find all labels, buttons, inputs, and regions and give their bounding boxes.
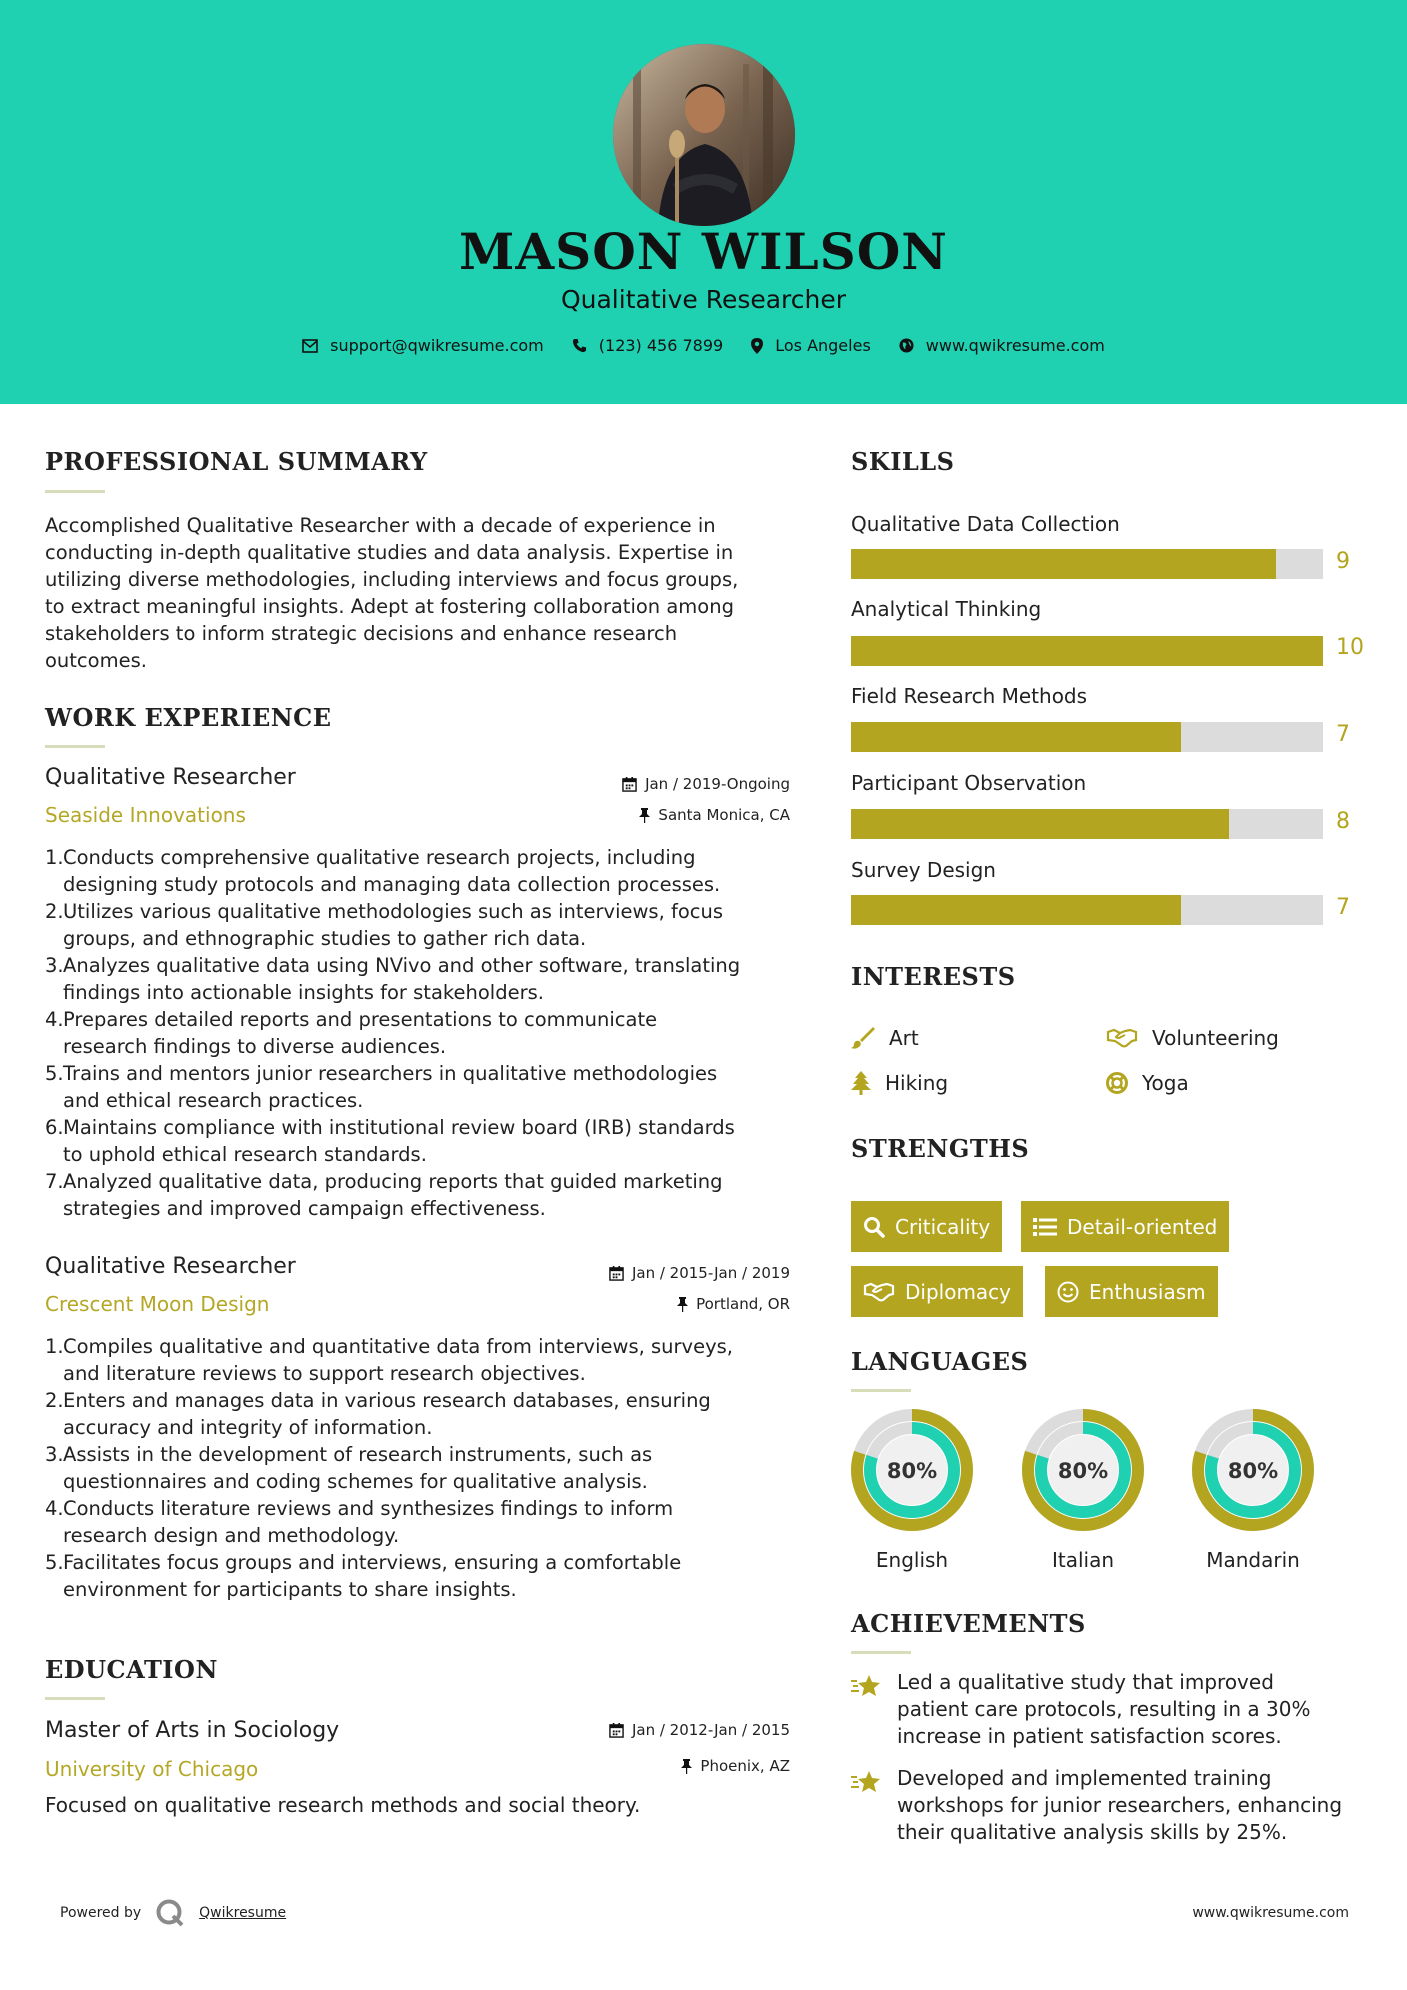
bullet-line: accuracy and integrity of information. [63, 1416, 433, 1439]
skill-bar-fill [851, 549, 1276, 579]
degree-title: Master of Arts in Sociology [45, 1718, 340, 1743]
footer-powered-by [60, 1898, 286, 1928]
bullet-line: and ethical research practices. [63, 1089, 364, 1112]
bullet-item: 5. Facilitates focus groups and interviews, ensuring a comfortable environment for participants to share insights. [45, 1551, 682, 1601]
summary-text [45, 512, 805, 674]
strength-label: Enthusiasm [1089, 1279, 1206, 1304]
summary-underline [45, 490, 105, 493]
languages-heading: LANGUAGES [851, 1347, 1029, 1376]
bullet-line: strategies and improved campaign effectiveness. [63, 1197, 546, 1220]
bullet-line: and literature reviews to support research objectives. [63, 1362, 586, 1385]
job-title: Qualitative Researcher [45, 765, 296, 790]
bullet-item: 2. Utilizes various qualitative methodologies such as interviews, focus groups, and ethnographic studies to gather rich data. [45, 900, 724, 950]
interest-label: Yoga [1142, 1071, 1189, 1095]
bullet-line: Facilitates focus groups and interviews, ensuring a comfortable [63, 1551, 682, 1574]
achievements-heading: ACHIEVEMENTS [851, 1609, 1086, 1638]
education-place [681, 1757, 790, 1775]
bullet-line: findings into actionable insights for stakeholders. [63, 981, 544, 1004]
education-dates-text: Jan / 2012-Jan / 2015 [631, 1721, 790, 1739]
summary-line: stakeholders to inform strategic decisions and enhance research [45, 622, 678, 645]
job-dates-text: Jan / 2019-Ongoing [645, 775, 790, 793]
bullet-line: Conducts comprehensive qualitative research projects, including [63, 846, 696, 869]
bullet-line: designing study protocols and managing data collection processes. [63, 873, 721, 896]
bullet-line: Prepares detailed reports and presentations to communicate [63, 1008, 658, 1031]
summary-line: outcomes. [45, 649, 147, 672]
pushpin-icon [639, 808, 650, 823]
profile-photo [613, 44, 795, 226]
bullet-item: 3. Assists in the development of research instruments, such as questionnaires and coding schemes for qualitative analysis. [45, 1443, 653, 1493]
star-achievement-icon [851, 1769, 883, 1795]
skill-bar-fill [851, 809, 1229, 839]
language-name: Mandarin [1206, 1548, 1300, 1572]
summary-line: to extract meaningful insights. Adept at fostering collaboration among [45, 595, 734, 618]
language-percent: 80% [1227, 1459, 1279, 1483]
achievement-item [851, 1765, 1371, 1846]
education-dates [609, 1721, 790, 1739]
interest-item [851, 1071, 948, 1095]
skill-bar-fill [851, 722, 1181, 752]
achievement-item [851, 1669, 1371, 1750]
bullet-line: Compiles qualitative and quantitative data from interviews, surveys, [63, 1335, 733, 1358]
bullet-line: Analyzes qualitative data using NVivo and other software, translating [63, 954, 741, 977]
calendar-icon [622, 777, 637, 792]
lifebuoy-icon [1106, 1072, 1128, 1094]
language-ring [1191, 1408, 1315, 1532]
contact-website[interactable] [899, 336, 1105, 355]
contact-email[interactable] [302, 336, 544, 355]
skill-value: 7 [1336, 722, 1350, 747]
job-dates-text: Jan / 2015-Jan / 2019 [631, 1264, 790, 1282]
contact-location [751, 336, 871, 355]
handshake-icon [1106, 1028, 1138, 1048]
skill-bar [851, 722, 1323, 752]
summary-line: utilizing diverse methodologies, including interviews and focus groups, [45, 568, 739, 591]
bullet-line: research findings to diverse audiences. [63, 1035, 447, 1058]
strengths-heading: STRENGTHS [851, 1134, 1030, 1163]
school-name: University of Chicago [45, 1757, 259, 1781]
phone-text: (123) 456 7899 [598, 336, 724, 355]
job-place-text: Santa Monica, CA [658, 806, 790, 824]
skill-label: Participant Observation [851, 771, 1087, 795]
bullet-line: environment for participants to share insights. [63, 1578, 517, 1601]
language-name: English [875, 1548, 949, 1572]
job-bullets [45, 1333, 805, 1603]
bullet-item: 1. Conducts comprehensive qualitative research projects, including designing study protocols and managing data collection processes. [45, 846, 721, 896]
job-dates [622, 775, 790, 793]
summary-heading: PROFESSIONAL SUMMARY [45, 447, 428, 476]
pushpin-icon [681, 1759, 692, 1774]
education-heading: EDUCATION [45, 1655, 218, 1684]
achievement-line: patient care protocols, resulting in a 30% [897, 1697, 1311, 1721]
achievement-line: Led a qualitative study that improved [897, 1670, 1274, 1694]
education-description: Focused on qualitative research methods and social theory. [45, 1793, 641, 1817]
website-text: www.qwikresume.com [925, 336, 1105, 355]
skill-bar-fill [851, 636, 1323, 666]
bullet-line: to uphold ethical research standards. [63, 1143, 427, 1166]
interest-label: Volunteering [1152, 1026, 1279, 1050]
bullet-item: 3. Analyzes qualitative data using NVivo and other software, translating findings into actionable insights for stakeholders. [45, 954, 741, 1004]
achievement-line: Developed and implemented training [897, 1766, 1272, 1790]
job-title: Qualitative Researcher [45, 1254, 296, 1279]
tree-icon [851, 1071, 871, 1095]
job-place-text: Portland, OR [696, 1295, 790, 1313]
job-place [639, 806, 790, 824]
phone-icon [572, 338, 587, 353]
globe-icon [899, 338, 914, 353]
skill-bar [851, 636, 1323, 666]
skill-label: Qualitative Data Collection [851, 512, 1120, 536]
achievement-line: increase in patient satisfaction scores. [897, 1724, 1282, 1748]
interests-heading: INTERESTS [851, 962, 1016, 991]
interest-label: Art [889, 1026, 919, 1050]
smile-icon [1057, 1281, 1079, 1303]
handshake-icon [863, 1282, 895, 1302]
job-bullets [45, 844, 805, 1222]
strength-badge [851, 1266, 1023, 1317]
language-name: Italian [1051, 1548, 1115, 1572]
skill-label: Analytical Thinking [851, 597, 1042, 621]
achievement-line: workshops for junior researchers, enhancing [897, 1793, 1343, 1817]
search-icon [863, 1216, 885, 1238]
skill-value: 10 [1336, 635, 1364, 660]
job-dates [609, 1264, 790, 1282]
bullet-line: research design and methodology. [63, 1524, 400, 1547]
experience-underline [45, 745, 105, 748]
candidate-name: MASON WILSON [459, 222, 948, 281]
strength-label: Diplomacy [905, 1279, 1012, 1304]
header-banner [0, 0, 1407, 404]
candidate-title: Qualitative Researcher [560, 285, 847, 314]
powered-by-text: Powered by [60, 1905, 142, 1921]
language-item [1021, 1408, 1145, 1572]
strength-label: Detail-oriented [1067, 1214, 1218, 1239]
skills-heading: SKILLS [851, 447, 955, 476]
bullet-item: 4. Prepares detailed reports and presentations to communicate research findings to diverse audiences. [45, 1008, 658, 1058]
job-company: Seaside Innovations [45, 803, 246, 827]
language-ring [1021, 1408, 1145, 1532]
strength-badge [1021, 1201, 1229, 1252]
strength-badge [1045, 1266, 1218, 1317]
bullet-item: 2. Enters and manages data in various research databases, ensuring accuracy and integrity of information. [45, 1389, 711, 1439]
calendar-icon [609, 1723, 624, 1738]
job-place [677, 1295, 790, 1313]
star-achievement-icon [851, 1673, 883, 1699]
email-text: support@qwikresume.com [330, 336, 544, 355]
bullet-line: questionnaires and coding schemes for qualitative analysis. [63, 1470, 648, 1493]
map-pin-icon [751, 338, 763, 354]
summary-line: conducting in-depth qualitative studies and data analysis. Expertise in [45, 541, 734, 564]
interest-item [851, 1026, 919, 1050]
education-place-text: Phoenix, AZ [700, 1757, 790, 1775]
skill-bar [851, 895, 1323, 925]
qwikresume-logo-icon [155, 1898, 185, 1928]
bullet-line: Maintains compliance with institutional review board (IRB) standards [63, 1116, 735, 1139]
language-item [1191, 1408, 1315, 1572]
bullet-line: Utilizes various qualitative methodologies such as interviews, focus [63, 900, 724, 923]
achievement-line: their qualitative analysis skills by 25%. [897, 1820, 1288, 1844]
interest-item [1106, 1071, 1189, 1095]
bullet-item: 6. Maintains compliance with institutional review board (IRB) standards to uphold ethical research standards. [45, 1116, 735, 1166]
bullet-line: Assists in the development of research instruments, such as [63, 1443, 653, 1466]
strength-badge [851, 1201, 1002, 1252]
paintbrush-icon [851, 1027, 875, 1049]
list-icon [1033, 1217, 1057, 1237]
job-company: Crescent Moon Design [45, 1292, 270, 1316]
footer-url[interactable]: www.qwikresume.com [1192, 1905, 1349, 1921]
location-text: Los Angeles [775, 336, 871, 355]
language-percent: 80% [1057, 1459, 1109, 1483]
brand-link[interactable]: Qwikresume [199, 1905, 287, 1921]
skill-label: Survey Design [851, 858, 996, 882]
bullet-line: Trains and mentors junior researchers in qualitative methodologies [63, 1062, 718, 1085]
skill-value: 8 [1336, 809, 1350, 834]
language-ring [850, 1408, 974, 1532]
bullet-item: 4. Conducts literature reviews and synthesizes findings to inform research design and methodology. [45, 1497, 674, 1547]
languages-underline [851, 1389, 911, 1392]
contact-phone[interactable] [572, 336, 723, 355]
contact-bar [0, 336, 1407, 355]
skill-bar-fill [851, 895, 1181, 925]
experience-heading: WORK EXPERIENCE [45, 703, 332, 732]
skill-value: 9 [1336, 549, 1350, 574]
bullet-item: 1. Compiles qualitative and quantitative data from interviews, surveys, and literature reviews to support research objectives. [45, 1335, 733, 1385]
education-underline [45, 1697, 105, 1700]
language-item [850, 1408, 974, 1572]
bullet-line: groups, and ethnographic studies to gather rich data. [63, 927, 587, 950]
achievements-underline [851, 1651, 911, 1654]
bullet-item: 7. Analyzed qualitative data, producing reports that guided marketing strategies and improved campaign effectiveness. [45, 1170, 723, 1220]
skill-bar [851, 549, 1323, 579]
skill-label: Field Research Methods [851, 684, 1088, 708]
skill-bar [851, 809, 1323, 839]
bullet-line: Enters and manages data in various research databases, ensuring [63, 1389, 711, 1412]
bullet-line: Conducts literature reviews and synthesizes findings to inform [63, 1497, 674, 1520]
calendar-icon [609, 1266, 624, 1281]
bullet-item: 5. Trains and mentors junior researchers in qualitative methodologies and ethical research practices. [45, 1062, 718, 1112]
summary-line: Accomplished Qualitative Researcher with a decade of experience in [45, 514, 716, 537]
language-percent: 80% [886, 1459, 938, 1483]
interest-label: Hiking [885, 1071, 949, 1095]
pushpin-icon [677, 1297, 688, 1312]
strength-label: Criticality [895, 1214, 991, 1239]
envelope-icon [302, 339, 318, 353]
skill-value: 7 [1336, 895, 1350, 920]
bullet-line: Analyzed qualitative data, producing reports that guided marketing [63, 1170, 723, 1193]
interest-item [1106, 1026, 1279, 1050]
